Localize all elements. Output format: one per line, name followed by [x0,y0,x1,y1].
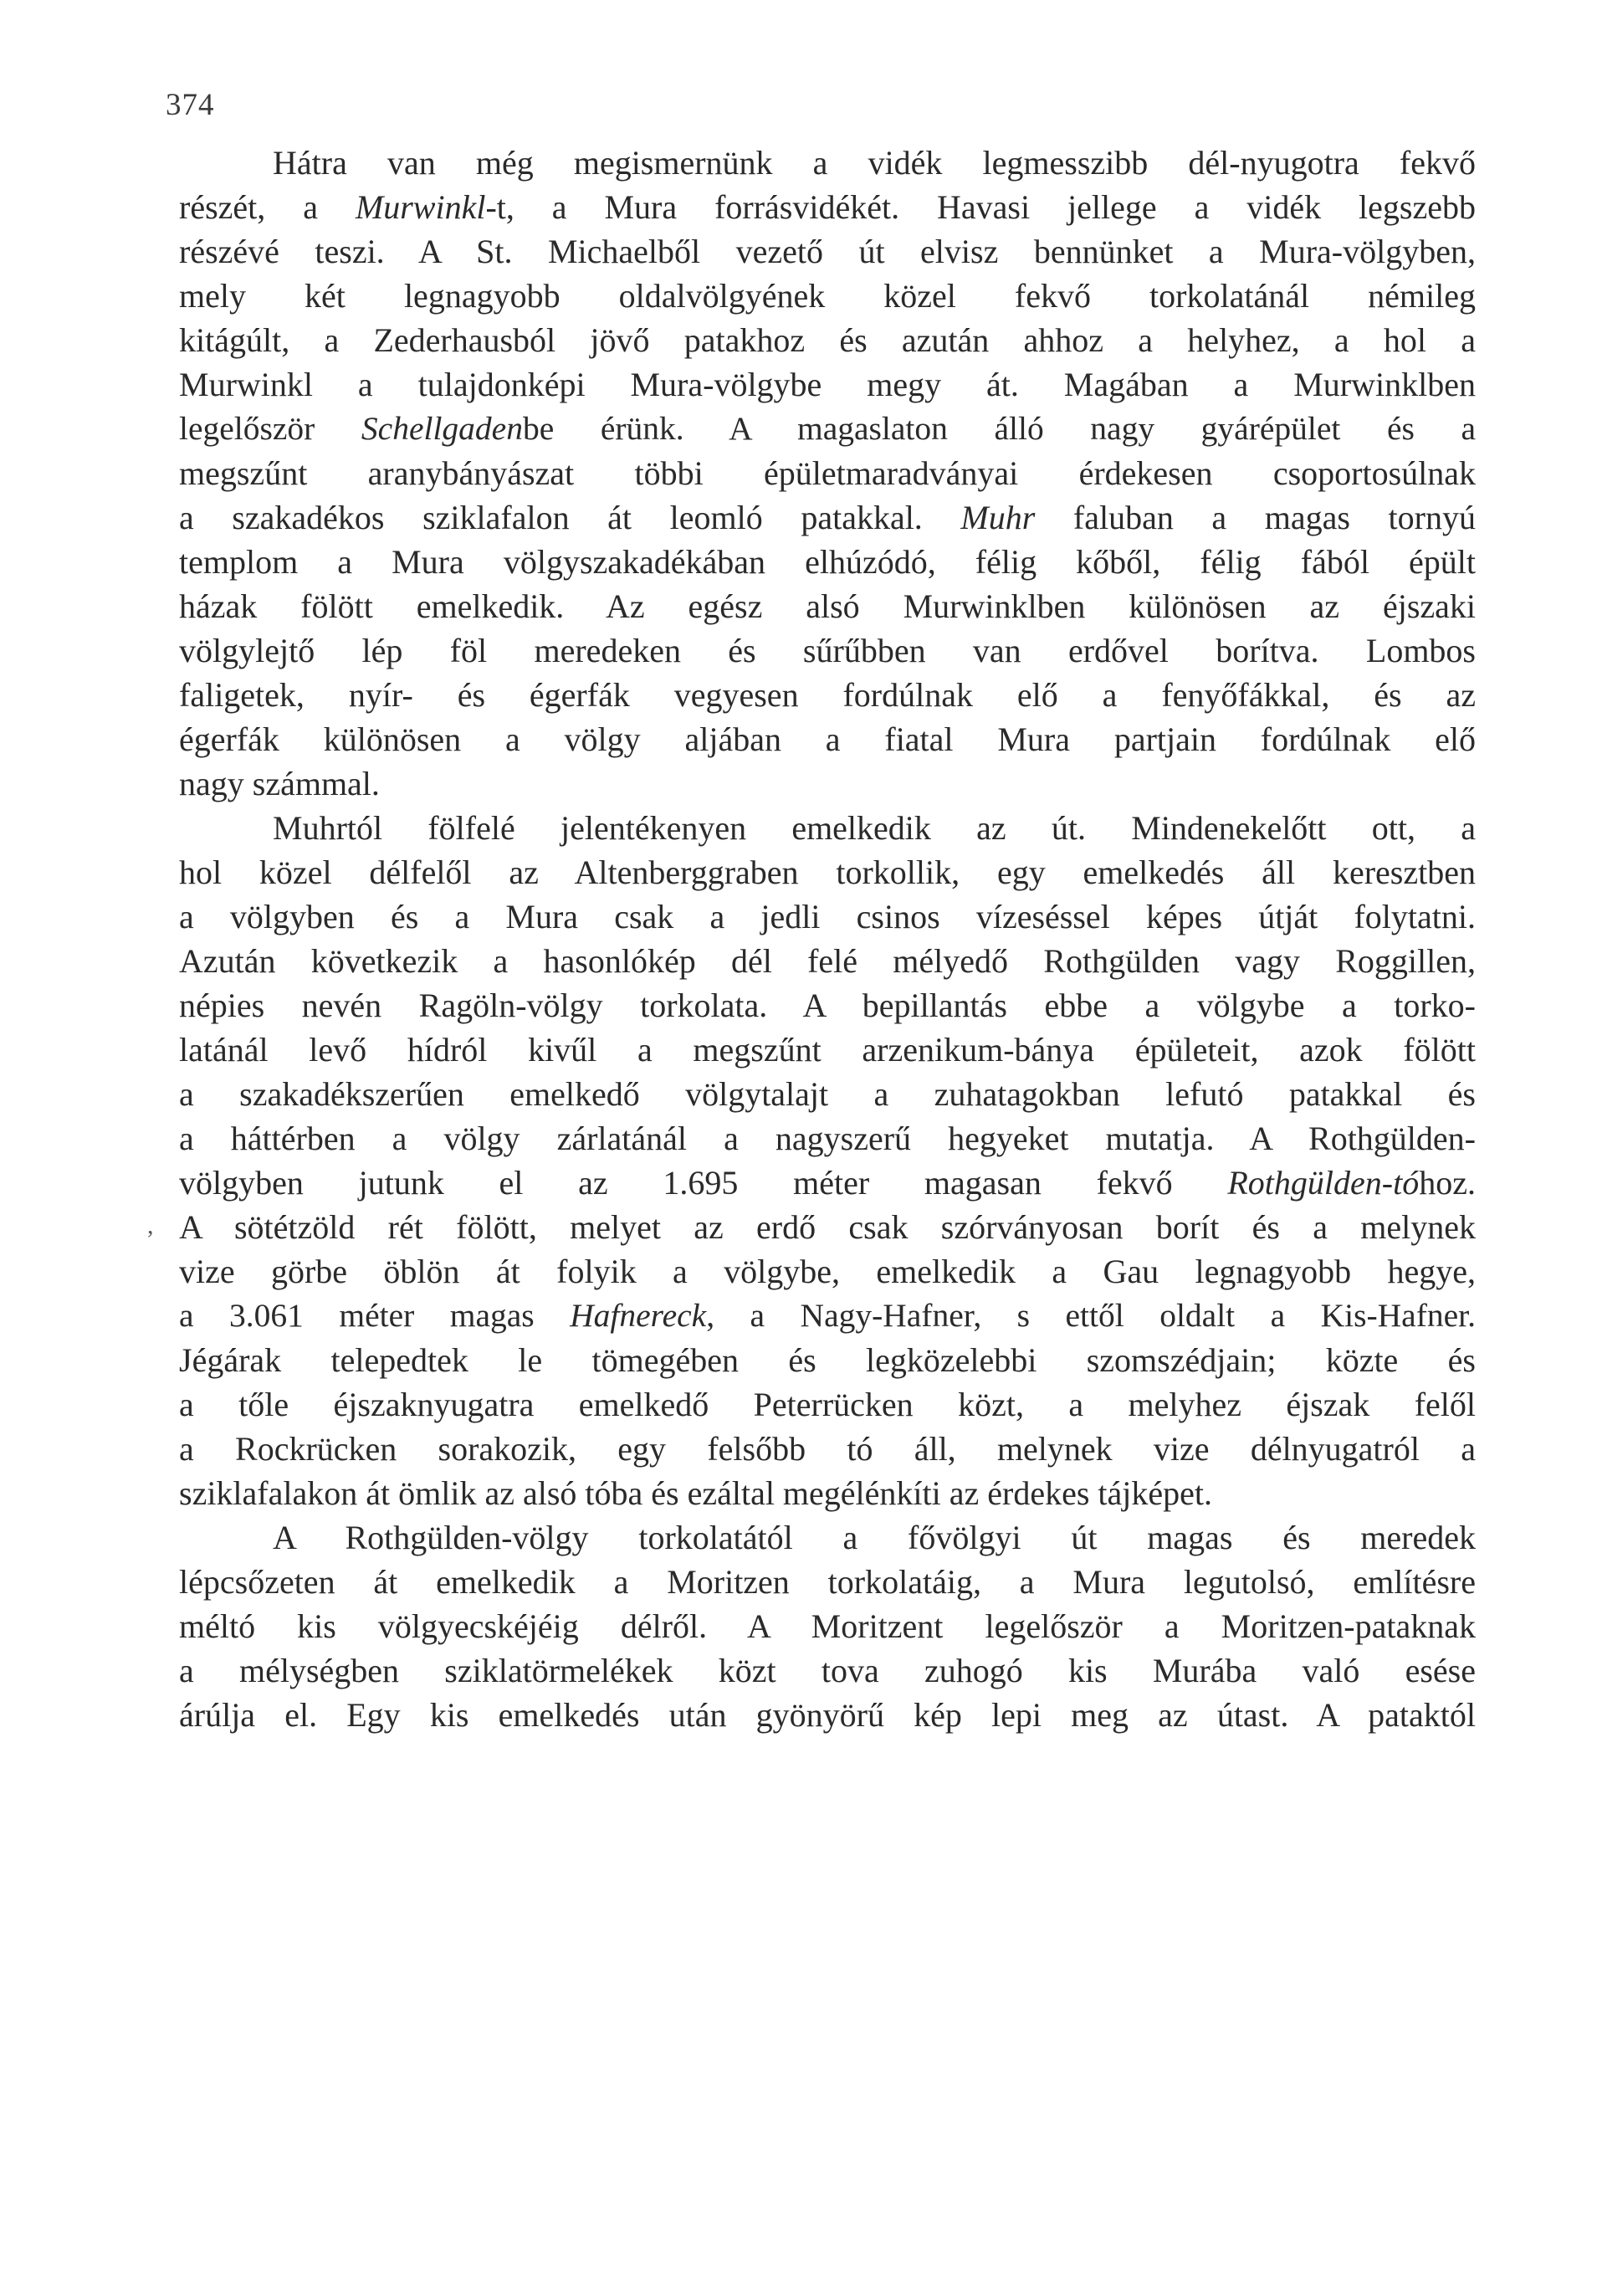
body-text [179,141,1476,1737]
text-segment: házak fölött emelkedik. Az egész alsó Murwinklben különösen az éjszaki [179,587,1476,625]
text-segment: templom a Mura völgyszakadékában elhúzódó, félig kőből, félig fából épült [179,543,1476,581]
text-segment: megszűnt aranybányászat többi épületmaradványai érdekesen csoportosúlnak [179,454,1476,492]
text-line [179,1427,1476,1471]
text-segment: , a Nagy-Hafner, s ettől oldalt a Kis-Hafner. [706,1297,1476,1334]
text-line [179,1515,1476,1560]
text-segment: részévé teszi. A St. Michaelből vezető út elvisz bennünket a Mura-völgyben, [179,233,1476,270]
text-segment: -t, a Mura forrásvidékét. Havasi jellege a vidék legszebb [485,188,1476,226]
text-line [179,229,1476,274]
text-segment: mely két legnagyobb oldalvölgyének közel fekvő torkolatánál némileg [179,277,1476,315]
text-line [179,806,1476,850]
text-segment: be érünk. A magaslaton álló nagy gyárépület és a [522,410,1476,447]
text-segment: a mélységben sziklatörmelékek közt tova zuhogó kis Murába való esése [179,1652,1476,1689]
text-line [179,1648,1476,1693]
text-segment: nagy számmal. [179,765,380,802]
text-line [179,628,1476,673]
text-line [179,1382,1476,1427]
text-line [179,1604,1476,1648]
text-line [179,407,1476,451]
text-line [179,495,1476,540]
text-line [179,1249,1476,1294]
text-segment: kitágúlt, a Zederhausból jövő patakhoz és azután ahhoz a helyhez, a hol a [179,321,1476,359]
text-segment: a háttérben a völgy zárlatánál a nagyszerű hegyeket mutatja. A Rothgülden- [179,1120,1476,1157]
italic-name: Rothgülden-tó [1227,1164,1420,1202]
text-line [179,1161,1476,1205]
text-segment: népies nevén Ragöln-völgy torkolata. A bepillantás ebbe a völgybe a torko- [179,987,1476,1024]
text-line [179,1471,1476,1515]
text-line [179,983,1476,1028]
text-segment: lépcsőzeten át emelkedik a Moritzen torkolatáig, a Mura legutolsó, említésre [179,1563,1476,1601]
text-segment: faluban a magas tornyú [1035,499,1476,536]
text-segment: hoz. [1419,1164,1476,1202]
text-segment: Hátra van még megismernünk a vidék legmesszibb dél-nyugotra fekvő [273,144,1476,182]
text-line [179,1693,1476,1737]
text-segment: méltó kis völgyecskéjéig délről. A Moritzent legelőször a Moritzen-pataknak [179,1607,1476,1645]
text-segment: völgylejtő lép föl meredeken és sűrűbben van erdővel borítva. Lombos [179,632,1476,669]
text-line [179,717,1476,761]
text-segment: vize görbe öblön át folyik a völgybe, emelkedik a Gau legnagyobb hegye, [179,1253,1476,1290]
text-line [179,1294,1476,1338]
text-line [179,451,1476,495]
text-segment: Jégárak telepedtek le tömegében és legközelebbi szomszédjain; közte és [179,1341,1476,1379]
text-line [179,362,1476,407]
text-line [179,185,1476,229]
text-segment: a szakadékos sziklafalon át leomló patakkal. [179,499,961,536]
text-segment: a völgyben és a Mura csak a jedli csinos vízeséssel képes útját folytatni. [179,898,1476,935]
text-line [179,274,1476,318]
italic-name: Schellgaden [361,410,523,447]
text-segment: égerfák különösen a völgy aljában a fiatal Mura partjain fordúlnak elő [179,720,1476,758]
text-line [179,1205,1476,1249]
text-line [179,584,1476,628]
text-line [179,761,1476,806]
text-segment: faligetek, nyír- és égerfák vegyesen fordúlnak elő a fenyőfákkal, és az [179,676,1476,714]
text-segment: A sötétzöld rét fölött, melyet az erdő csak szórványosan borít és a melynek [179,1208,1476,1246]
text-segment: árúlja el. Egy kis emelkedés után gyönyörű kép lepi meg az útast. A pataktól [179,1696,1476,1734]
text-segment: részét, a [179,188,356,226]
text-segment: Murwinkl a tulajdonképi Mura-völgybe megy át. Magában a Murwinklben [179,366,1476,403]
stray-mark: , [147,1212,154,1239]
text-segment: völgyben jutunk el az 1.695 méter magasan fekvő [179,1164,1228,1202]
text-segment: sziklafalakon át ömlik az alsó tóba és ezáltal megélénkíti az érdekes tájképet. [179,1474,1213,1512]
text-line [179,1338,1476,1382]
text-segment: a szakadékszerűen emelkedő völgytalajt a zuhatagokban lefutó patakkal és [179,1075,1476,1113]
text-line [179,540,1476,584]
text-segment: a tőle éjszaknyugatra emelkedő Peterrücken közt, a melyhez éjszak felől [179,1386,1476,1423]
text-segment: Muhrtól fölfelé jelentékenyen emelkedik az út. Mindenekelőtt ott, a [273,809,1476,847]
text-segment: hol közel délfelől az Altenberggraben torkollik, egy emelkedés áll keresztben [179,853,1476,891]
text-segment: a Rockrücken sorakozik, egy felsőbb tó áll, melynek vize délnyugatról a [179,1430,1476,1468]
page-number: 374 [166,88,215,122]
text-line [179,850,1476,894]
text-line [179,1116,1476,1161]
text-segment: a 3.061 méter magas [179,1297,571,1334]
text-line [179,1560,1476,1604]
italic-name: Muhr [960,499,1036,536]
text-line [179,318,1476,362]
text-line [179,141,1476,185]
text-segment: A Rothgülden-völgy torkolatától a fővölgyi út magas és meredek [273,1519,1476,1556]
text-segment: legelőször [179,410,361,447]
text-line [179,894,1476,939]
text-segment: Azután következik a hasonlókép dél felé mélyedő Rothgülden vagy Roggillen, [179,942,1476,980]
italic-name: Murwinkl [355,188,486,226]
text-line [179,1072,1476,1116]
text-line [179,939,1476,983]
text-line [179,1028,1476,1072]
text-line [179,673,1476,717]
text-segment: latánál levő hídról kivűl a megszűnt arzenikum-bánya épületeit, azok fölött [179,1031,1476,1069]
italic-name: Hafnereck [570,1297,707,1334]
